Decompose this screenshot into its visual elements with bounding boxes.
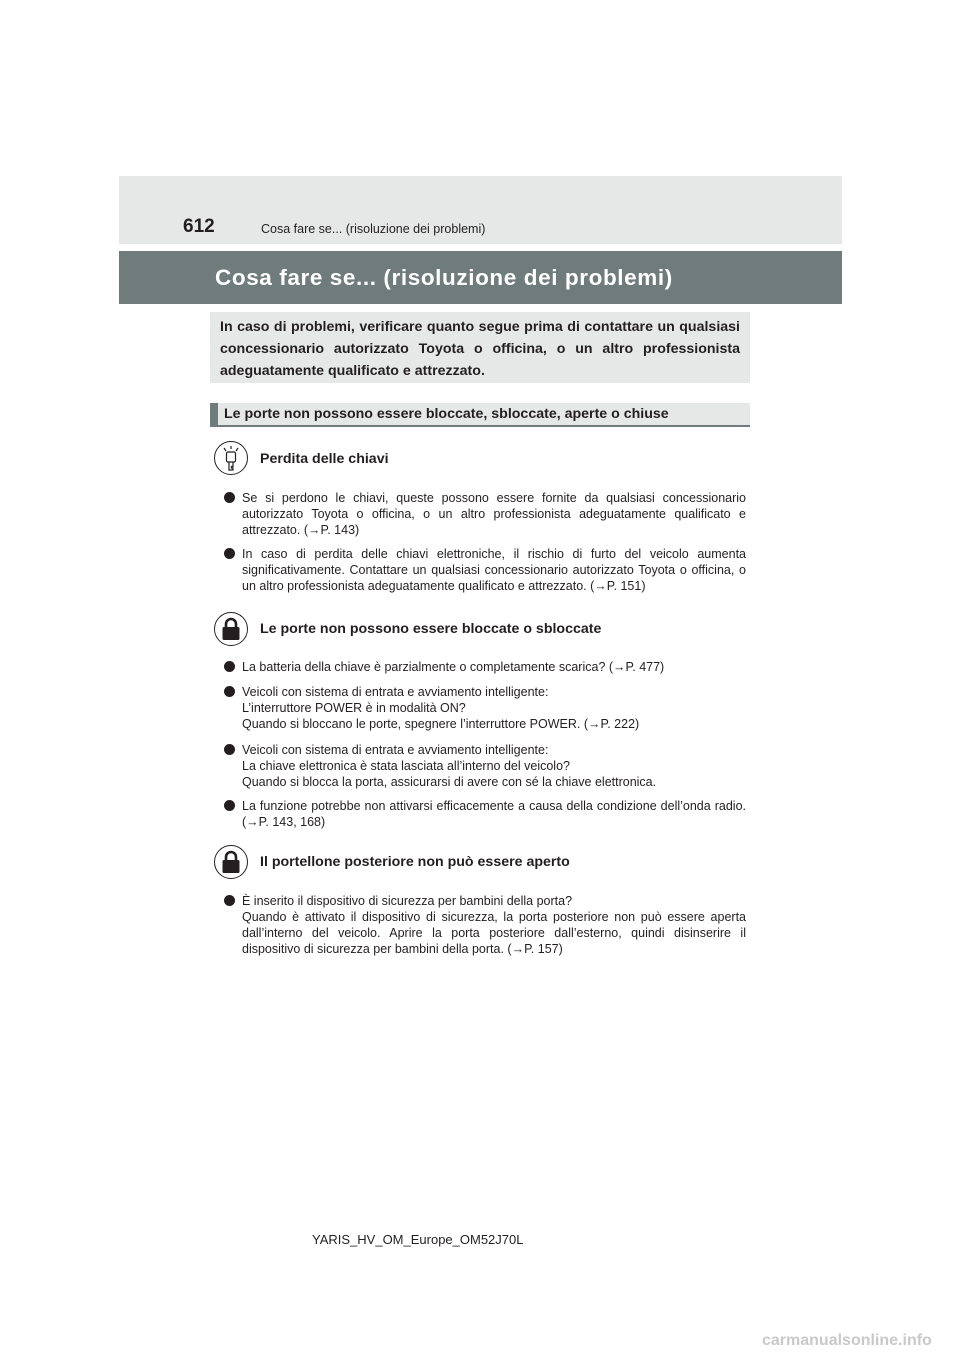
padlock-icon <box>214 845 248 879</box>
list-item-text: Veicoli con sistema di entrata e avviamento intelligente: L’interruttore POWER è in modalità ON? Quando si bloccano le porte, spegnere l’interruttore POWER. (→P. 222) <box>242 685 640 731</box>
document-code: YARIS_HV_OM_Europe_OM52J70L <box>312 1232 524 1247</box>
title-bar <box>119 251 842 304</box>
section-heading: Le porte non possono essere bloccate, sbloccate, aperte o chiuse <box>210 403 750 427</box>
list-item <box>224 742 746 790</box>
bullet-icon <box>224 800 235 811</box>
page-title: Cosa fare se... (risoluzione dei problemi) <box>215 264 673 290</box>
subsection-heading: Le porte non possono essere bloccate o sbloccate <box>260 621 602 637</box>
bullet-icon <box>224 661 235 672</box>
page-number: 612 <box>183 216 215 237</box>
list-item-text: Se si perdono le chiavi, queste possono essere fornite da qualsiasi concessionario autorizzato Toyota o officina, o un altro professionista adeguatamente qualificato e attrezzato. (→P. 143) <box>242 491 746 537</box>
list-item <box>224 546 746 594</box>
list-item <box>224 490 746 538</box>
watermark: carmanualsonline.info <box>762 1332 932 1349</box>
subsection-heading: Perdita delle chiavi <box>260 451 389 467</box>
list-item-text: La funzione potrebbe non attivarsi efficacemente a causa della condizione dell’onda radio. (→P. 143, 168) <box>242 799 746 829</box>
bullet-icon <box>224 548 235 559</box>
bullet-icon <box>224 492 235 503</box>
intro-box: In caso di problemi, verificare quanto segue prima di contattare un qualsiasi concessionario autorizzato Toyota o officina, o un altro professionista adeguatamente qualificato e attrezzato. <box>210 312 750 383</box>
list-item <box>224 893 746 957</box>
list-item-text: È inserito il dispositivo di sicurezza per bambini della porta? Quando è attivato il dispositivo di sicurezza, la porta posteriore non può essere aperta dall’interno del veicolo. Aprire la porta posteriore dall’esterno, quindi disinserire il dispositivo di sicurezza per bambini della porta. (→P. 157) <box>242 894 746 956</box>
key-icon <box>214 441 248 475</box>
bullet-icon <box>224 686 235 697</box>
list-item-text: In caso di perdita delle chiavi elettroniche, il rischio di furto del veicolo aumenta significativamente. Contattare un qualsiasi concessionario autorizzato Toyota o officina, o un altro professionista adeguatamente qualificato e attrezzato. (→P. 151) <box>242 547 746 593</box>
list-item-text: Veicoli con sistema di entrata e avviamento intelligente: La chiave elettronica è stata lasciata all’interno del veicolo? Quando si blocca la porta, assicurarsi di avere con sé la chiave elettronica. <box>242 743 657 789</box>
list-item-text: La batteria della chiave è parzialmente o completamente scarica? (→P. 477) <box>242 660 665 674</box>
list-item <box>224 659 746 675</box>
bullet-icon <box>224 895 235 906</box>
list-item <box>224 798 746 830</box>
bullet-icon <box>224 744 235 755</box>
running-head: Cosa fare se... (risoluzione dei problemi) <box>261 222 486 236</box>
list-item <box>224 684 746 732</box>
subsection-heading: Il portellone posteriore non può essere aperto <box>260 854 570 870</box>
padlock-icon <box>214 612 248 646</box>
